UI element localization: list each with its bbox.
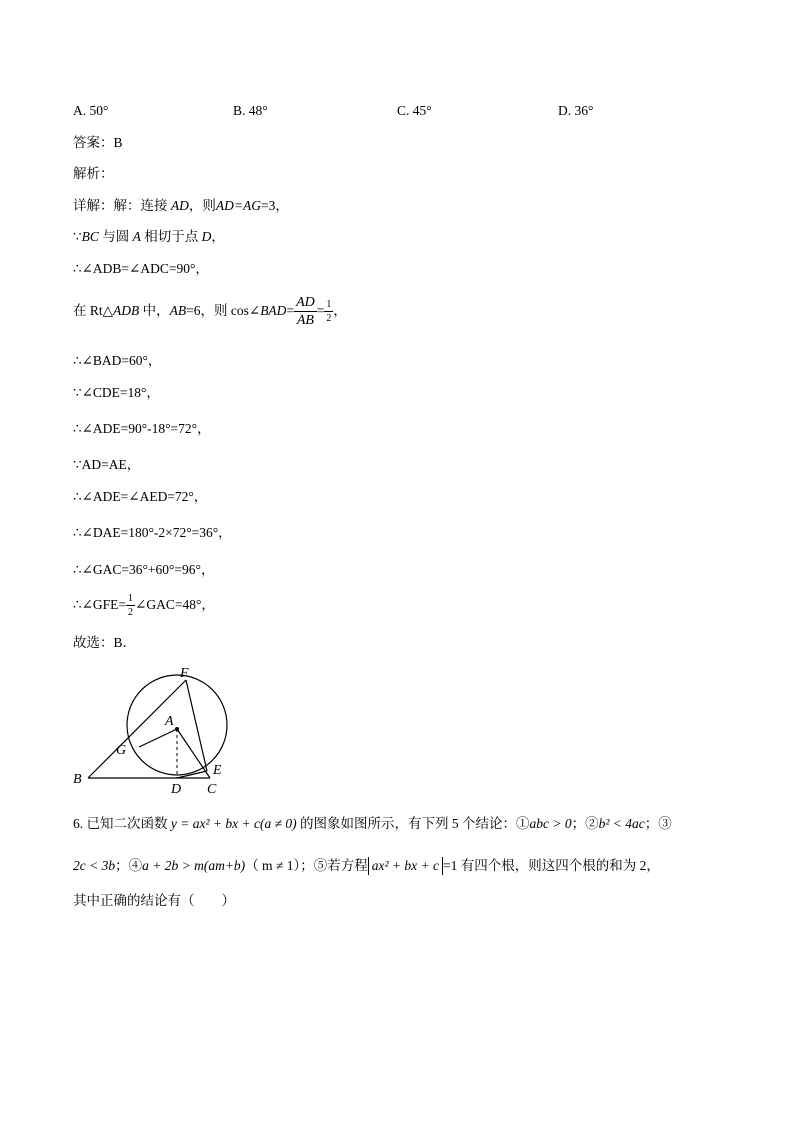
option-d: D. 36° xyxy=(558,103,594,118)
detail-line-12: ∴∠GFE= $\frac{1}{2}$ ∠GAC=48°， xyxy=(73,593,215,618)
answer-line: 答案：B xyxy=(73,135,123,150)
q6-line-1: 6. 已知二次函数 y = ax² + bx + c(a ≠ 0) 的图象如图所示，有下列 5 个结论：①abc > 0；②b² < 4ac；③ xyxy=(73,816,672,831)
q6-line-2: 2c < 3b；④a + 2b > m(am+b)（ m ≠ 1）；⑤若方程 ax² + bx + c =1 有四个根，则这四个根的和为 2， xyxy=(73,858,660,873)
detail-line-7: ∴∠ADE=90°-18°=72°， xyxy=(73,421,211,436)
detail-line-4: 在 Rt△ADB 中，AB=6，则 cos∠BAD= $\frac{AD}{AB}$ = $\frac{1}{2}$ ， xyxy=(73,295,347,328)
line-ag xyxy=(139,729,177,747)
detail-line-5: ∴∠BAD=60°， xyxy=(73,353,162,368)
label-e: E xyxy=(213,763,222,778)
detail-line-6: ∵∠CDE=18°， xyxy=(73,385,160,400)
analysis-label: 解析： xyxy=(73,166,114,181)
label-a: A xyxy=(165,714,174,729)
option-a: A. 50° xyxy=(73,103,109,118)
detail-line-3: ∴∠ADB=∠ADC=90°， xyxy=(73,261,209,276)
detail-line-2: ∵BC 与圆 A 相切于点 D， xyxy=(73,229,225,244)
option-b: B. 48° xyxy=(233,103,268,118)
circle-tangent-figure xyxy=(66,660,246,800)
fraction-one-half: $\frac{1}{2}$ xyxy=(326,299,332,324)
conclusion-line: 故选：B． xyxy=(73,635,137,650)
center-point xyxy=(175,727,179,731)
option-c: C. 45° xyxy=(397,103,432,118)
detail-line-11: ∴∠GAC=36°+60°=96°， xyxy=(73,562,215,577)
detail-line-8: ∵AD=AE， xyxy=(73,457,141,472)
label-f: F xyxy=(180,666,189,681)
fraction-one-half-2: $\frac{1}{2}$ xyxy=(128,593,134,618)
absolute-value-expression: ax² + bx + c xyxy=(368,857,443,875)
detail-line-1: 详解：解：连接 AD，则AD=AG=3， xyxy=(73,198,289,213)
label-b: B xyxy=(73,772,82,787)
label-c: C xyxy=(207,782,217,797)
fraction-ad-ab: $\frac{AD}{AB}$ xyxy=(296,295,315,328)
label-g: G xyxy=(116,743,127,758)
label-d: D xyxy=(171,782,182,797)
q6-line-3: 其中正确的结论有（ ） xyxy=(73,893,235,908)
detail-line-9: ∴∠ADE=∠AED=72°， xyxy=(73,489,208,504)
detail-line-10: ∴∠DAE=180°-2×72°=36°， xyxy=(73,525,232,540)
line-ac xyxy=(177,729,210,778)
